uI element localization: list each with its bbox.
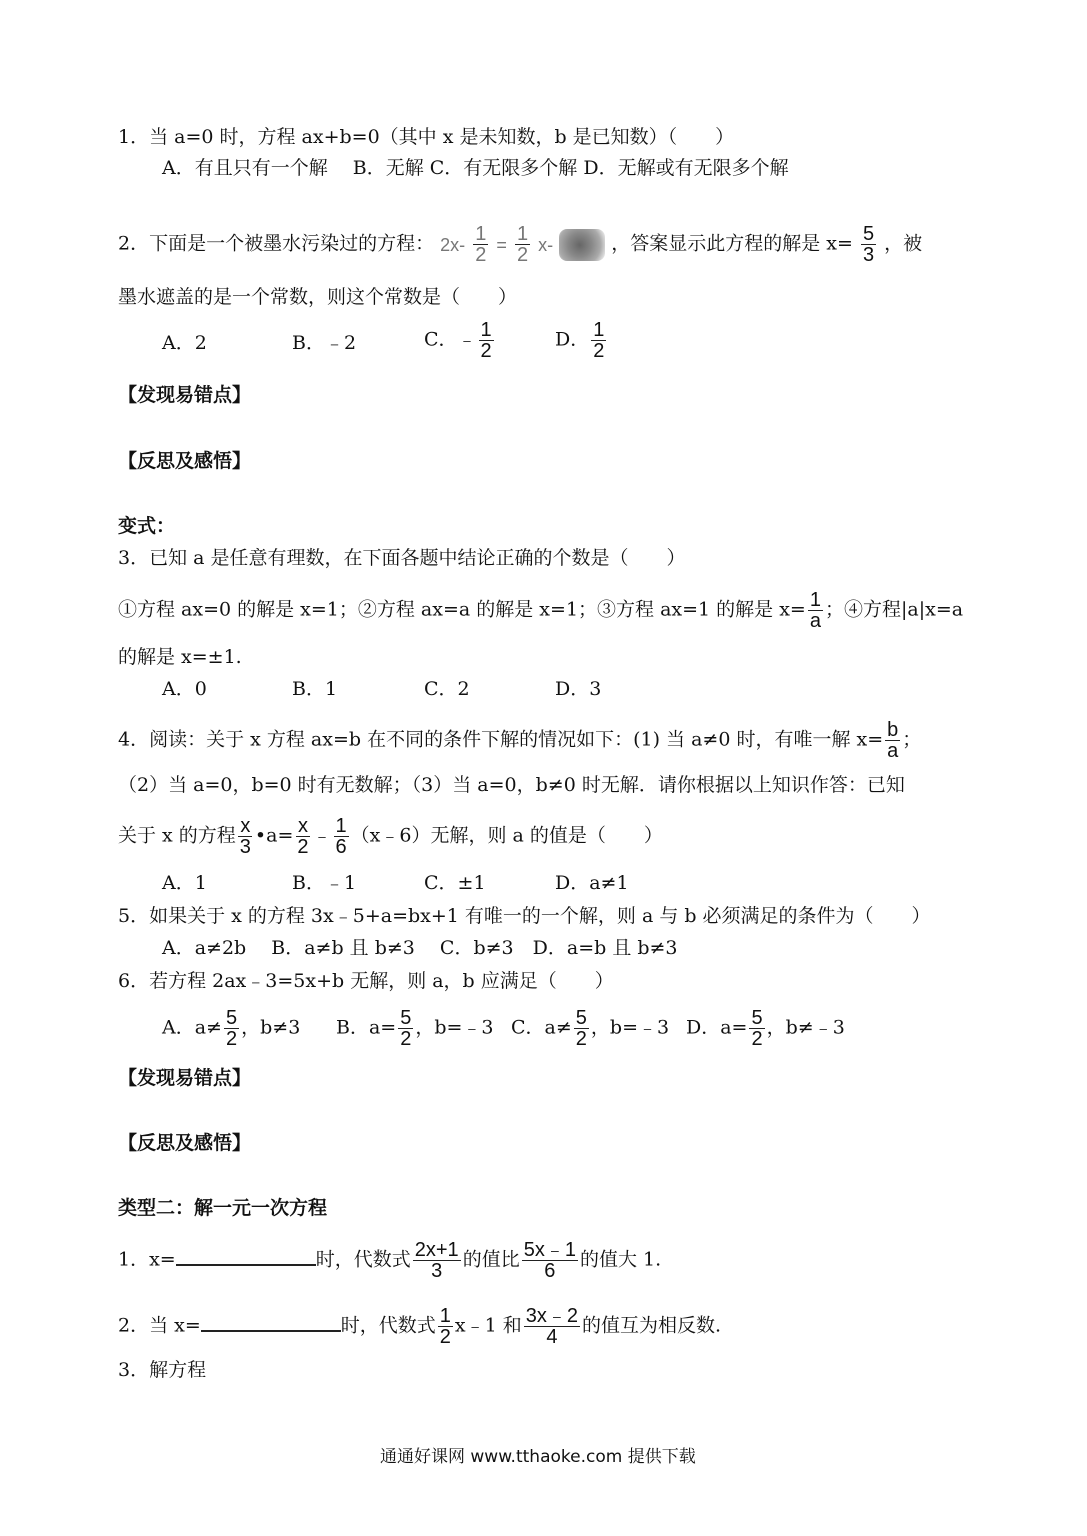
- t2q1-mid2: 的值比: [462, 1248, 520, 1271]
- mistakes-heading-1: 【发现易错点】: [118, 384, 252, 406]
- q2-option-c-prefix: C．﹣: [424, 328, 477, 351]
- q2-ink-eq-tail: x-: [538, 234, 554, 255]
- q2-line2: 墨水遮盖的是一个常数，则这个常数是（ ）: [118, 286, 518, 308]
- q4-frac-den: a: [887, 740, 899, 762]
- t2q1-mid: 时，代数式: [315, 1248, 411, 1271]
- q2-option-c: [424, 320, 496, 361]
- q2-option-d-den: 2: [593, 340, 605, 362]
- t2q2-mid2: x﹣1 和: [454, 1314, 522, 1337]
- q6-b-den: 2: [400, 1028, 412, 1050]
- q2-sol-den: 3: [862, 244, 875, 266]
- q5-options: A．a≠2b B．a≠b 且 b≠3 C．b≠3 D．a=b 且 b≠3: [162, 937, 678, 959]
- q4-frac-3: [334, 816, 349, 857]
- q2-ink-frac2-den: 2: [516, 244, 529, 266]
- t2q3: 3．解方程: [118, 1359, 207, 1381]
- q6-a-den: 2: [225, 1028, 238, 1050]
- reflection-heading-2: 【反思及感悟】: [118, 1132, 252, 1154]
- q6-a-post: ，b≠3: [241, 1016, 301, 1039]
- q6-a-frac: [224, 1008, 239, 1049]
- q6-a-pre: A．a≠: [162, 1016, 222, 1039]
- q6-b-post: ，b=﹣3: [415, 1016, 494, 1039]
- t2q2-pre: 2．当 x=: [118, 1314, 201, 1337]
- t2q1-f1-den: 3: [431, 1260, 443, 1282]
- q6-b-pre: B．a=: [336, 1016, 397, 1039]
- q4-mid2: ﹣: [312, 824, 332, 847]
- q2-sol-num: 5: [862, 223, 875, 245]
- q4-mid1: •a=: [254, 824, 294, 847]
- q3-line2: [118, 590, 963, 631]
- q3-line2-post: ；④方程|a|x=a: [824, 598, 964, 621]
- q6-option-a: [162, 1008, 300, 1049]
- q6-b-num: 5: [400, 1007, 412, 1029]
- q2-ink-eq-mid: =: [496, 234, 507, 255]
- q6-stem: 6．若方程 2ax﹣3=5x+b 无解，则 a，b 应满足（ ）: [118, 970, 614, 992]
- q4-frac3-den: 6: [335, 836, 347, 858]
- q3-frac-num: 1: [809, 589, 821, 611]
- t2q1-line: [118, 1240, 661, 1281]
- t2q2-frac2: [524, 1306, 580, 1347]
- q3-frac: [808, 590, 823, 631]
- q6-a-num: 5: [225, 1007, 238, 1029]
- q4-frac2-num: x: [297, 815, 308, 837]
- q4-option-a: A．1: [162, 872, 207, 894]
- t2q2-line: [118, 1306, 721, 1347]
- q2-stem: [118, 224, 922, 265]
- q4-line3: [118, 816, 663, 857]
- t2q2-frac1: [438, 1306, 453, 1347]
- q2-stem-after: ，答案显示此方程的解是 x=: [611, 232, 853, 255]
- q6-c-post: ，b=﹣3: [590, 1016, 670, 1039]
- q2-ink-frac1-den: 2: [475, 244, 487, 266]
- q4-line3-pre: 关于 x 的方程: [118, 824, 236, 847]
- q2-option-c-num: 1: [480, 319, 492, 341]
- q2-stem-end: ，被: [884, 232, 923, 255]
- q4-frac1-num: x: [240, 815, 251, 837]
- reflection-heading-1: 【反思及感悟】: [118, 450, 252, 472]
- t2q1-f1-num: 2x+1: [414, 1239, 459, 1261]
- q2-option-b: B．﹣2: [292, 332, 357, 354]
- q6-c-pre: C．a≠: [511, 1016, 572, 1039]
- q6-d-post: ，b≠﹣3: [766, 1016, 845, 1039]
- t2q1-frac2: [522, 1240, 578, 1281]
- q4-frac-1: [238, 816, 253, 857]
- q4-option-c: C．±1: [424, 872, 486, 894]
- q4-line3-post: （x﹣6）无解，则 a 的值是（ ）: [350, 824, 663, 847]
- t2q1-answer-blank[interactable]: [176, 1246, 316, 1266]
- q3-option-c: C．2: [424, 678, 470, 700]
- q4-line1: [118, 720, 921, 761]
- q3-option-a: A．0: [162, 678, 207, 700]
- q6-option-d: [686, 1008, 845, 1049]
- variant-heading: 变式：: [118, 515, 176, 537]
- q4-frac-2: [295, 816, 310, 857]
- q6-option-b: [336, 1008, 494, 1049]
- q3-option-d: D．3: [555, 678, 602, 700]
- q2-option-d: [555, 320, 608, 361]
- page-footer: 通通好课网 www.tthaoke.com 提供下载: [380, 1447, 696, 1467]
- t2q2-f1-den: 2: [439, 1326, 451, 1348]
- q6-b-frac: [398, 1008, 413, 1049]
- t2q1-pre: 1．x=: [118, 1248, 176, 1271]
- q4-line2: （2）当 a=0，b=0 时有无数解；（3）当 a=0，b≠0 时无解．请你根据以上知识作答：已知: [118, 774, 905, 796]
- q2-option-c-frac: [479, 320, 494, 361]
- q2-stem-before: 2．下面是一个被墨水污染过的方程：: [118, 232, 435, 255]
- q2-ink-frac1: [473, 224, 488, 265]
- q2-option-a: A．2: [162, 332, 207, 354]
- t2q1-frac1: [413, 1240, 461, 1281]
- q6-c-frac: [574, 1008, 589, 1049]
- q4-frac1-den: 3: [239, 836, 251, 858]
- t2q2-f1-num: 1: [439, 1305, 451, 1327]
- q6-d-den: 2: [751, 1028, 763, 1050]
- q2-solution-frac: [861, 224, 876, 265]
- q2-ink-frac2-num: 1: [516, 223, 529, 245]
- q4-frac-ba: [885, 720, 900, 761]
- q6-option-c: [511, 1008, 669, 1049]
- q3-stem: 3．已知 a 是任意有理数，在下面各题中结论正确的个数是（ ）: [118, 547, 686, 569]
- t2q2-f2-den: 4: [546, 1326, 558, 1348]
- q2-ink-equation: [440, 223, 611, 266]
- t2q2-f2-num: 3x﹣2: [525, 1305, 578, 1327]
- type2-heading: 类型二：解一元一次方程: [118, 1197, 328, 1219]
- q2-ink-eq-lhs: 2x-: [440, 234, 466, 255]
- q3-option-b: B．1: [292, 678, 338, 700]
- q2-option-d-num: 1: [593, 319, 605, 341]
- t2q2-post: 的值互为相反数.: [582, 1314, 722, 1337]
- q4-frac-num: b: [887, 719, 899, 741]
- q4-option-d: D．a≠1: [555, 872, 629, 894]
- q6-d-frac: [749, 1008, 764, 1049]
- mistakes-heading-2: 【发现易错点】: [118, 1067, 252, 1089]
- q4-line1-pre: 4．阅读：关于 x 方程 ax=b 在不同的条件下解的情况如下：(1) 当 a≠0 时，有唯一解 x=: [118, 728, 884, 751]
- ink-blot-icon: [559, 229, 605, 261]
- q6-c-den: 2: [575, 1028, 587, 1050]
- q1-stem: 1．当 a=0 时，方程 ax+b=0（其中 x 是未知数，b 是已知数）（ ）: [118, 126, 735, 148]
- q2-ink-frac2: [515, 224, 530, 265]
- q1-options: A．有且只有一个解 B．无解 C．有无限多个解 D．无解或有无限多个解: [162, 157, 789, 179]
- q6-c-num: 5: [575, 1007, 587, 1029]
- q2-option-d-frac: [591, 320, 606, 361]
- q4-line1-post: ；: [902, 728, 922, 751]
- t2q2-answer-blank[interactable]: [201, 1312, 341, 1332]
- q5-stem: 5．如果关于 x 的方程 3x﹣5+a=bx+1 有唯一的一个解，则 a 与 b 必须满足的条件为（ ）: [118, 905, 931, 927]
- q6-d-num: 5: [751, 1007, 763, 1029]
- q2-option-c-den: 2: [480, 340, 492, 362]
- q3-line3: 的解是 x=±1.: [118, 646, 242, 668]
- q2-option-d-prefix: D．: [555, 328, 590, 351]
- t2q1-f2-den: 6: [544, 1260, 556, 1282]
- t2q2-mid: 时，代数式: [340, 1314, 436, 1337]
- q2-ink-frac1-num: 1: [475, 223, 487, 245]
- q4-frac2-den: 2: [297, 836, 309, 858]
- t2q1-post: 的值大 1.: [579, 1248, 662, 1271]
- q4-option-b: B．﹣1: [292, 872, 357, 894]
- t2q1-f2-num: 5x﹣1: [523, 1239, 576, 1261]
- q3-line2-pre: ①方程 ax=0 的解是 x=1；②方程 ax=a 的解是 x=1；③方程 ax=1 的解是 x=: [118, 598, 806, 621]
- q4-frac3-num: 1: [335, 815, 347, 837]
- q6-d-pre: D．a=: [686, 1016, 748, 1039]
- q3-frac-den: a: [809, 610, 821, 632]
